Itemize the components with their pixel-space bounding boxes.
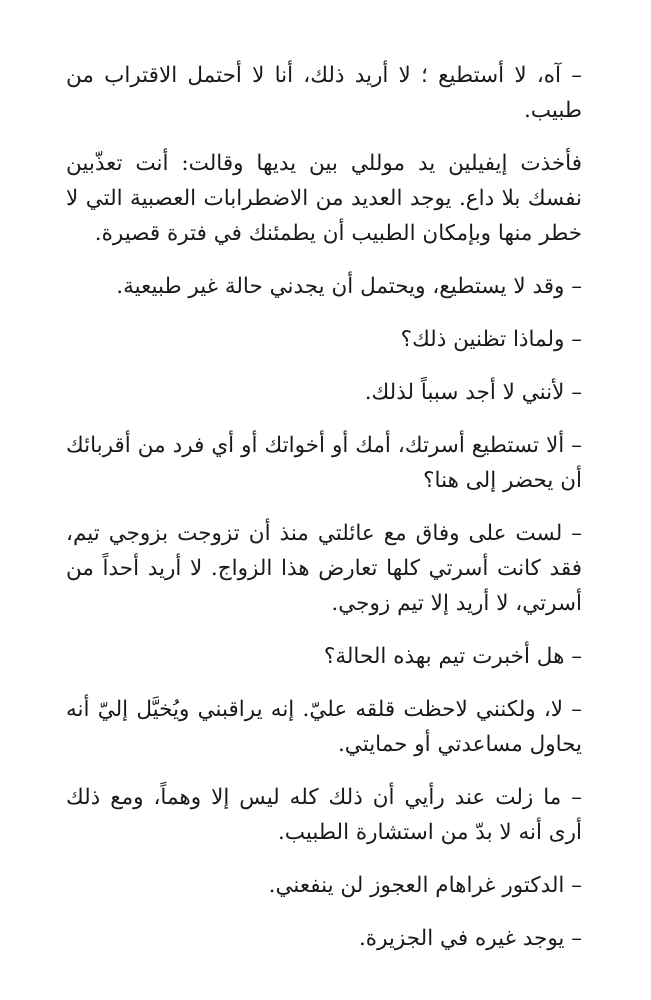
paragraph-8: – هل أخبرت تيم بهذه الحالة؟ — [323, 644, 582, 669]
paragraph-3: – وقد لا يستطيع، ويحتمل أن يجدني حالة غير طبيعية. — [116, 274, 582, 299]
paragraph-11: – الدكتور غراهام العجوز لن ينفعني. — [268, 873, 582, 898]
paragraph-6: – ألا تستطيع أسرتك، أمك أو أخواتك أو أي فرد من أقربائك أن يحضر إلى هنا؟ — [66, 433, 582, 493]
paragraph-2: فأخذت إيفيلين يد موللي بين يديها وقالت: أنت تعذّبين نفسك بلا داع. يوجد العديد من الاضطرابات العصبية التي لا خطر منها وبإمكان الطبيب أن يطمئنك في فترة قصيرة. — [66, 151, 582, 246]
paragraph-9: – لا، ولكنني لاحظت قلقه عليّ. إنه يراقبني ويُخيَّل إليّ أنه يحاول مساعدتي أو حمايتي. — [66, 697, 582, 757]
paragraph-4: – ولماذا تظنين ذلك؟ — [400, 327, 582, 352]
paragraph-7: – لست على وفاق مع عائلتي منذ أن تزوجت بزوجي تيم، فقد كانت أسرتي كلها تعارض هذا الزواج. لا أريد أحداً من أسرتي، لا أريد إلا تيم زوجي. — [66, 521, 582, 616]
paragraph-12: – يوجد غيره في الجزيرة. — [358, 926, 582, 951]
book-page-text — [66, 58, 582, 974]
paragraph-5: – لأنني لا أجد سبباً لذلك. — [364, 380, 582, 405]
paragraph-10: – ما زلت عند رأيي أن ذلك كله ليس إلا وهماً، ومع ذلك أرى أنه لا بدّ من استشارة الطبيب. — [66, 785, 582, 845]
paragraph-1: – آه، لا أستطيع ؛ لا أريد ذلك، أنا لا أحتمل الاقتراب من طبيب. — [66, 63, 582, 123]
